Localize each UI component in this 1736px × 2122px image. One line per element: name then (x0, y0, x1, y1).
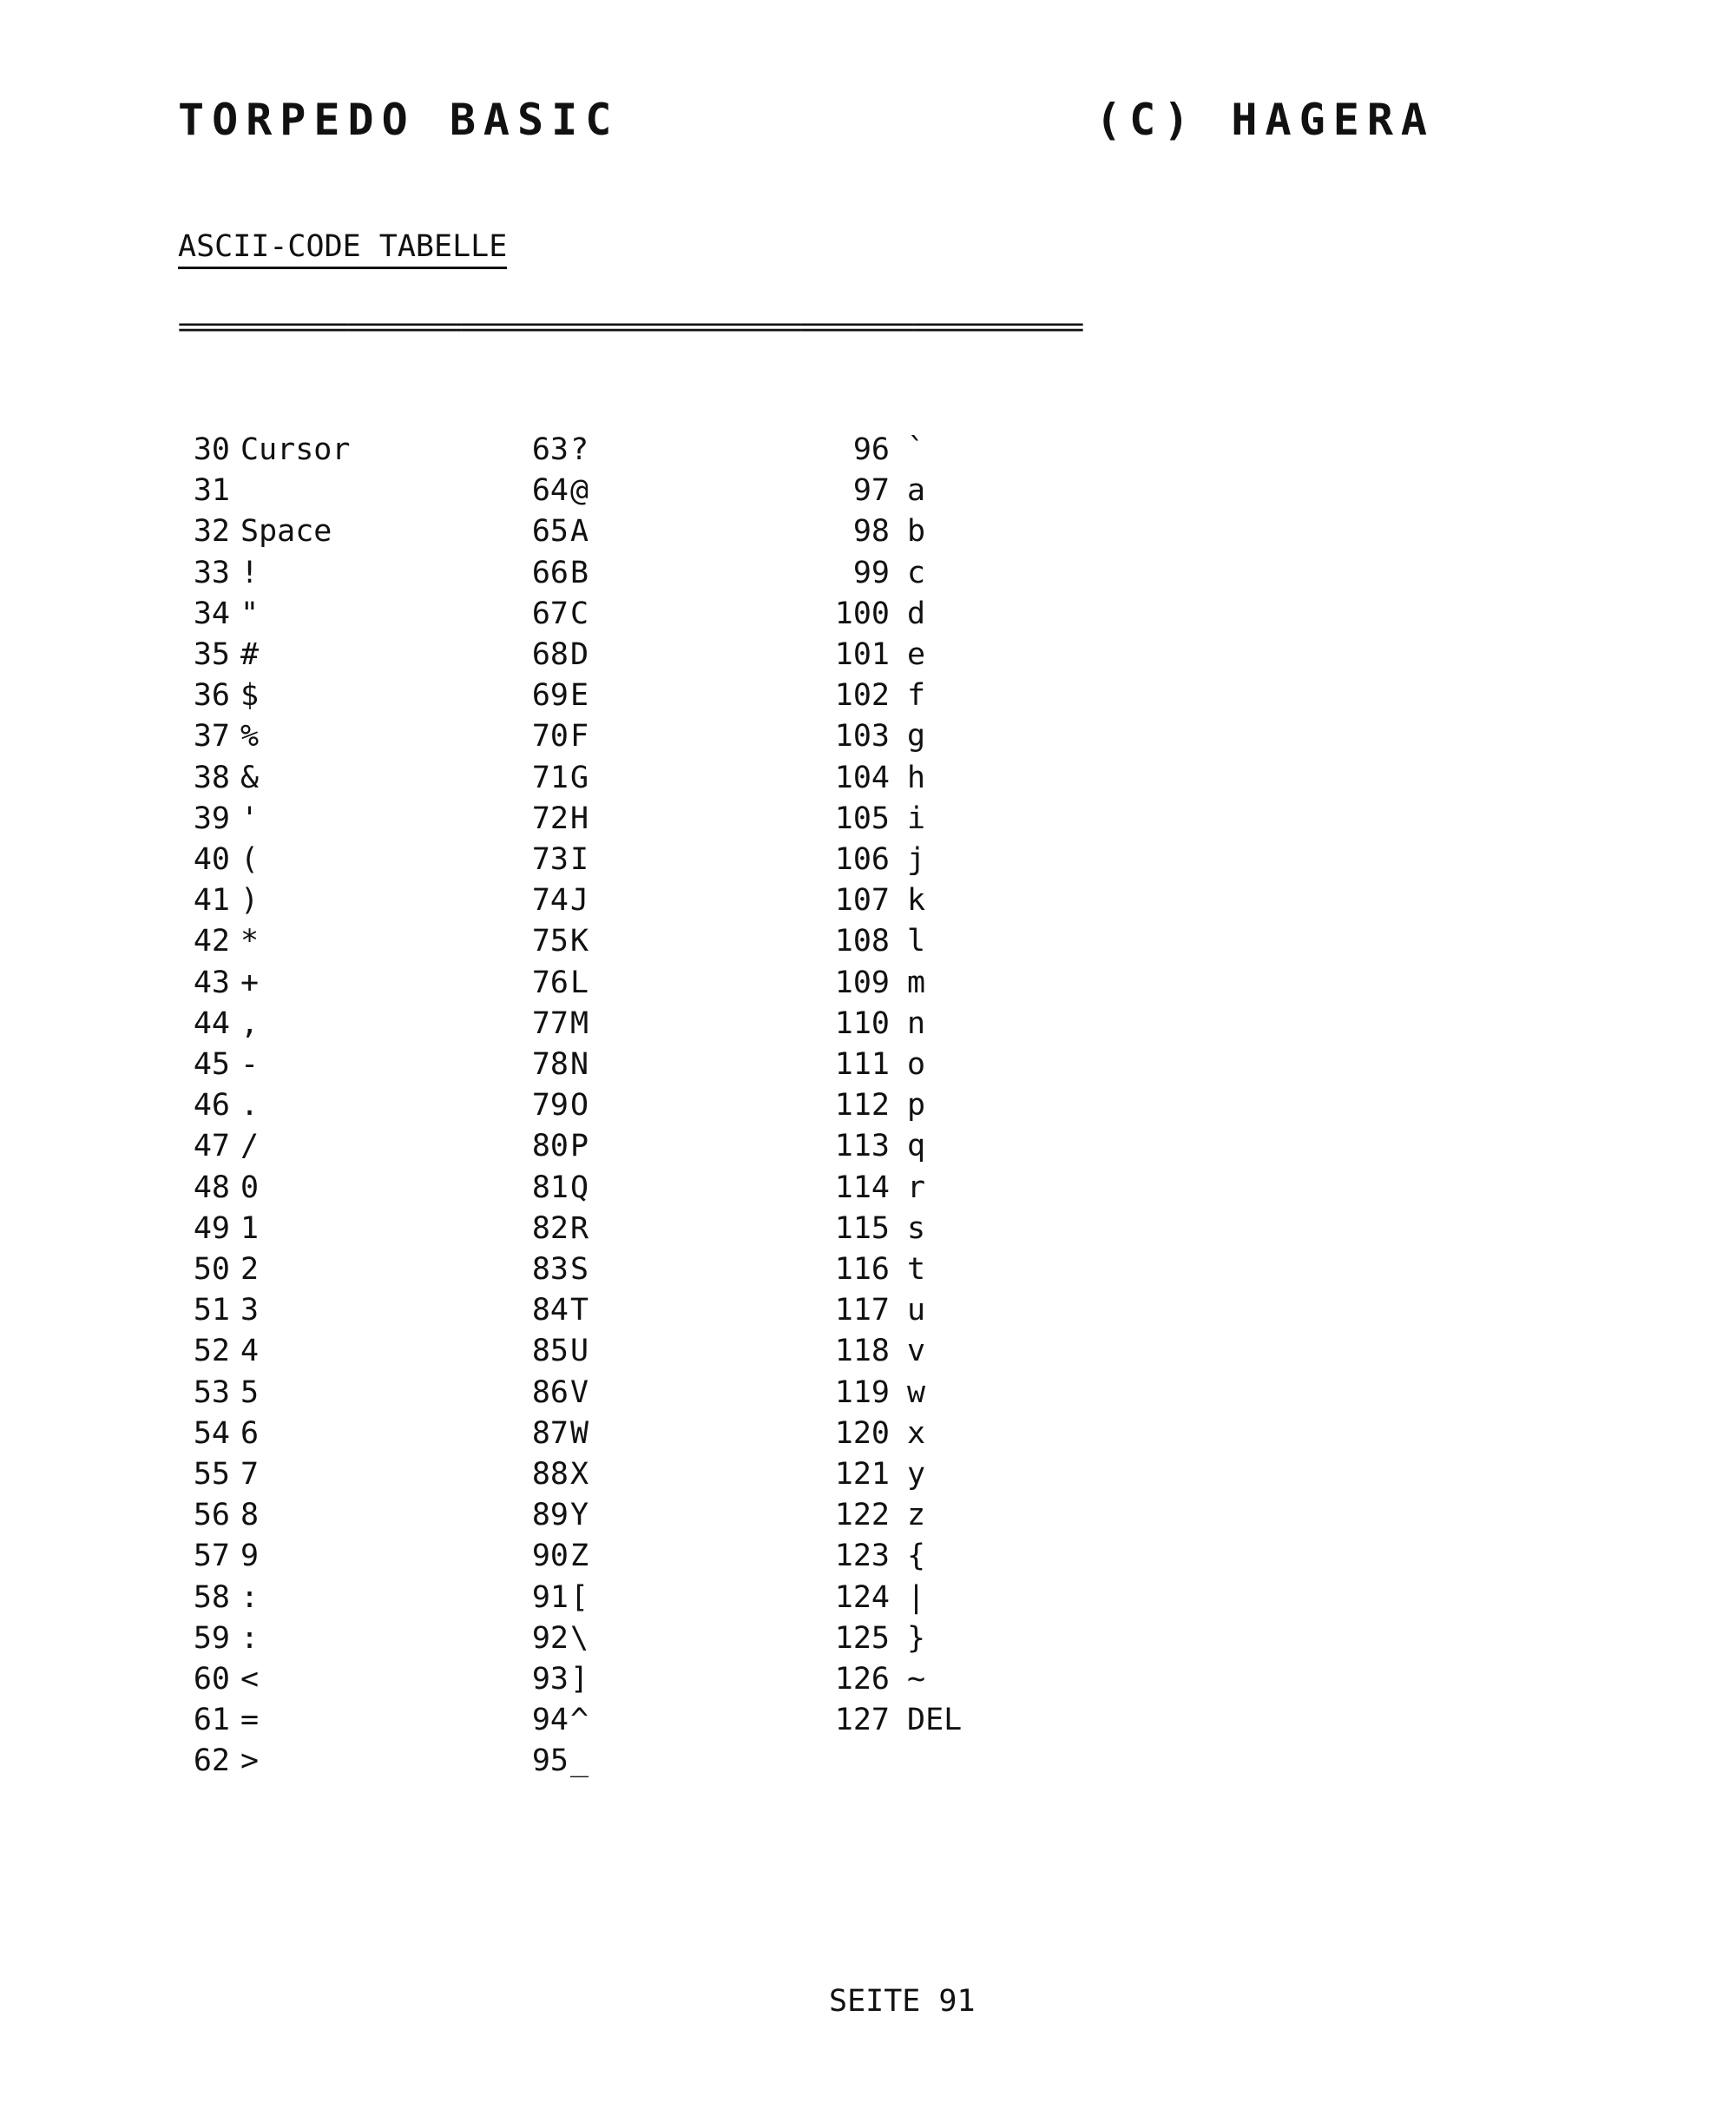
table-row (482, 1373, 744, 1414)
table-row (482, 921, 744, 962)
ascii-code: 122 (834, 1498, 890, 1532)
table-row (482, 1659, 744, 1700)
ascii-code: 53 (193, 1375, 230, 1410)
table-row (482, 471, 744, 511)
ascii-code: 30 (193, 432, 230, 467)
ascii-char: = (240, 1703, 260, 1737)
ascii-code: 77 (531, 1006, 569, 1041)
ascii-char: L (570, 965, 589, 1000)
ascii-char: v (907, 1334, 926, 1368)
ascii-char: : (240, 1621, 260, 1656)
ascii-char: + (240, 965, 260, 1000)
ascii-char: $ (240, 678, 260, 713)
ascii-char: P (570, 1129, 589, 1163)
table-row (781, 594, 1081, 635)
ascii-char: [ (570, 1580, 589, 1615)
table-row (178, 594, 414, 635)
table-row (781, 963, 1081, 1004)
table-row (781, 1618, 1081, 1659)
ascii-char: @ (570, 473, 589, 508)
ascii-char: 9 (240, 1539, 260, 1573)
ascii-code: 46 (193, 1088, 230, 1123)
ascii-char: ^ (570, 1703, 589, 1737)
separator-rule: ================================================================ (178, 314, 1082, 339)
ascii-char: , (240, 1006, 260, 1041)
header-copyright: (C) HAGERA (1095, 95, 1436, 145)
ascii-char: M (570, 1006, 589, 1041)
ascii-char: i (907, 801, 926, 836)
ascii-char: S (570, 1252, 589, 1287)
table-row (482, 1045, 744, 1085)
ascii-code: 114 (834, 1170, 890, 1205)
ascii-code: 76 (531, 965, 569, 1000)
ascii-char: } (907, 1621, 926, 1656)
table-row (482, 1414, 744, 1454)
ascii-char: V (570, 1375, 589, 1410)
ascii-char: T (570, 1293, 589, 1328)
ascii-code: 41 (193, 883, 230, 918)
table-row (482, 1126, 744, 1167)
ascii-code: 82 (531, 1211, 569, 1246)
table-row (178, 1290, 414, 1331)
table-row (781, 1495, 1081, 1536)
ascii-code: 49 (193, 1211, 230, 1246)
table-row (178, 1004, 414, 1045)
table-row (781, 511, 1081, 552)
table-row (781, 716, 1081, 757)
ascii-code: 126 (834, 1662, 890, 1697)
table-row (781, 758, 1081, 799)
ascii-char: ~ (907, 1662, 926, 1697)
ascii-char: . (240, 1088, 260, 1123)
table-row (482, 1618, 744, 1659)
table-row (781, 840, 1081, 880)
table-row (178, 716, 414, 757)
ascii-char: | (907, 1580, 926, 1615)
ascii-code: 80 (531, 1129, 569, 1163)
table-row (482, 963, 744, 1004)
table-row (781, 1004, 1081, 1045)
table-row (482, 511, 744, 552)
ascii-char: Z (570, 1539, 589, 1573)
ascii-code: 100 (834, 596, 890, 631)
ascii-code: 78 (531, 1047, 569, 1082)
ascii-code: 116 (834, 1252, 890, 1287)
page-number: SEITE 91 (829, 1984, 976, 2019)
ascii-code: 110 (834, 1006, 890, 1041)
table-row (781, 1168, 1081, 1209)
ascii-code: 107 (834, 883, 890, 918)
ascii-code: 42 (193, 924, 230, 959)
table-row (482, 1454, 744, 1495)
ascii-code: 94 (531, 1703, 569, 1737)
ascii-char: Cursor (240, 432, 351, 467)
ascii-char: G (570, 761, 589, 795)
ascii-code: 124 (834, 1580, 890, 1615)
ascii-code: 121 (834, 1457, 890, 1492)
ascii-code: 123 (834, 1539, 890, 1573)
ascii-code: 33 (193, 556, 230, 590)
ascii-code: 86 (531, 1375, 569, 1410)
table-row (781, 471, 1081, 511)
table-row (178, 1168, 414, 1209)
ascii-code: 52 (193, 1334, 230, 1368)
ascii-code: 102 (834, 678, 890, 713)
ascii-code: 83 (531, 1252, 569, 1287)
ascii-char: I (570, 842, 589, 877)
ascii-code: 125 (834, 1621, 890, 1656)
ascii-char: R (570, 1211, 589, 1246)
ascii-char: U (570, 1334, 589, 1368)
ascii-char: y (907, 1457, 926, 1492)
table-row (178, 1414, 414, 1454)
table-row (178, 430, 414, 471)
ascii-char: _ (570, 1743, 589, 1778)
table-row (178, 1618, 414, 1659)
table-row (482, 1290, 744, 1331)
ascii-char: c (907, 556, 926, 590)
ascii-char: j (907, 842, 926, 877)
ascii-char: g (907, 719, 926, 754)
ascii-code: 120 (834, 1416, 890, 1451)
ascii-char: N (570, 1047, 589, 1082)
table-row (178, 799, 414, 840)
table-row (781, 1373, 1081, 1414)
ascii-code: 36 (193, 678, 230, 713)
ascii-char: f (907, 678, 926, 713)
ascii-code: 44 (193, 1006, 230, 1041)
ascii-code: 48 (193, 1170, 230, 1205)
ascii-code: 58 (193, 1580, 230, 1615)
table-row (178, 1085, 414, 1126)
ascii-char: k (907, 883, 926, 918)
ascii-code: 127 (834, 1703, 890, 1737)
ascii-code: 32 (193, 514, 230, 549)
ascii-code: 68 (531, 637, 569, 672)
ascii-char: x (907, 1416, 926, 1451)
ascii-code: 74 (531, 883, 569, 918)
ascii-code: 45 (193, 1047, 230, 1082)
ascii-char: m (907, 965, 926, 1000)
ascii-char: X (570, 1457, 589, 1492)
table-row (482, 1331, 744, 1372)
ascii-char: & (240, 761, 260, 795)
ascii-char: A (570, 514, 589, 549)
ascii-char: u (907, 1293, 926, 1328)
ascii-char: ? (570, 432, 589, 467)
ascii-char: E (570, 678, 589, 713)
ascii-code: 34 (193, 596, 230, 631)
ascii-char: t (907, 1252, 926, 1287)
ascii-code: 113 (834, 1129, 890, 1163)
ascii-char: < (240, 1662, 260, 1697)
ascii-char: 1 (240, 1211, 260, 1246)
table-row (482, 594, 744, 635)
table-row (781, 1209, 1081, 1249)
ascii-code: 95 (531, 1743, 569, 1778)
table-row (781, 675, 1081, 716)
ascii-code: 93 (531, 1662, 569, 1697)
ascii-char: J (570, 883, 589, 918)
ascii-char: B (570, 556, 589, 590)
ascii-code: 61 (193, 1703, 230, 1737)
ascii-code: 43 (193, 965, 230, 1000)
table-row (781, 1085, 1081, 1126)
ascii-code: 64 (531, 473, 569, 508)
ascii-code: 40 (193, 842, 230, 877)
ascii-code: 84 (531, 1293, 569, 1328)
ascii-char: h (907, 761, 926, 795)
table-row (178, 1045, 414, 1085)
table-row (482, 1249, 744, 1290)
ascii-code: 51 (193, 1293, 230, 1328)
table-row (781, 1290, 1081, 1331)
table-row (178, 553, 414, 594)
ascii-char: " (240, 596, 260, 631)
table-row (178, 1495, 414, 1536)
table-row (178, 471, 414, 511)
ascii-code: 108 (834, 924, 890, 959)
ascii-char: s (907, 1211, 926, 1246)
ascii-code: 37 (193, 719, 230, 754)
ascii-char: Space (240, 514, 332, 549)
table-row (482, 840, 744, 880)
header-title: TORPEDO BASIC (178, 95, 620, 145)
table-row (482, 880, 744, 921)
ascii-char: K (570, 924, 589, 959)
ascii-code: 105 (834, 801, 890, 836)
ascii-char: { (907, 1539, 926, 1573)
ascii-code: 54 (193, 1416, 230, 1451)
table-row (178, 1126, 414, 1167)
table-row (781, 1414, 1081, 1454)
ascii-char: # (240, 637, 260, 672)
ascii-code: 57 (193, 1539, 230, 1573)
ascii-code: 66 (531, 556, 569, 590)
ascii-char: 7 (240, 1457, 260, 1492)
ascii-char: d (907, 596, 926, 631)
ascii-char: 8 (240, 1498, 260, 1532)
table-row (178, 840, 414, 880)
ascii-char: 6 (240, 1416, 260, 1451)
ascii-code: 50 (193, 1252, 230, 1287)
ascii-code: 101 (834, 637, 890, 672)
ascii-char: H (570, 801, 589, 836)
ascii-char: q (907, 1129, 926, 1163)
ascii-code: 56 (193, 1498, 230, 1532)
ascii-code: 104 (834, 761, 890, 795)
table-row (781, 1126, 1081, 1167)
ascii-code: 106 (834, 842, 890, 877)
table-row (482, 1004, 744, 1045)
ascii-char: F (570, 719, 589, 754)
section-title: ASCII-CODE TABELLE (178, 227, 507, 269)
ascii-code: 71 (531, 761, 569, 795)
table-row (781, 799, 1081, 840)
ascii-char: Q (570, 1170, 589, 1205)
ascii-char: DEL (907, 1703, 963, 1737)
ascii-code: 90 (531, 1539, 569, 1573)
table-row (781, 921, 1081, 962)
ascii-code: 63 (531, 432, 569, 467)
ascii-char: ! (240, 556, 260, 590)
table-row (178, 1209, 414, 1249)
ascii-code: 111 (834, 1047, 890, 1082)
ascii-code: 96 (852, 432, 890, 467)
table-row (781, 553, 1081, 594)
ascii-code: 69 (531, 678, 569, 713)
ascii-char: % (240, 719, 260, 754)
ascii-char: l (907, 924, 926, 959)
table-row (178, 1659, 414, 1700)
ascii-char: 3 (240, 1293, 260, 1328)
ascii-code: 55 (193, 1457, 230, 1492)
ascii-char: * (240, 924, 260, 959)
ascii-char: \ (570, 1621, 589, 1656)
ascii-code: 119 (834, 1375, 890, 1410)
ascii-code: 79 (531, 1088, 569, 1123)
table-row (178, 675, 414, 716)
table-row (482, 1741, 744, 1782)
table-row (482, 1495, 744, 1536)
table-row (178, 1331, 414, 1372)
ascii-code: 89 (531, 1498, 569, 1532)
table-row (482, 675, 744, 716)
ascii-code: 47 (193, 1129, 230, 1163)
ascii-char: ` (907, 432, 926, 467)
ascii-code: 35 (193, 637, 230, 672)
ascii-code: 91 (531, 1580, 569, 1615)
ascii-char: 2 (240, 1252, 260, 1287)
table-row (482, 1168, 744, 1209)
table-row (482, 430, 744, 471)
table-row (482, 1536, 744, 1577)
table-row (178, 1536, 414, 1577)
table-row (178, 1373, 414, 1414)
table-row (781, 1700, 1081, 1741)
ascii-code: 60 (193, 1662, 230, 1697)
ascii-char: ) (240, 883, 260, 918)
ascii-char: o (907, 1047, 926, 1082)
ascii-char: n (907, 1006, 926, 1041)
ascii-char: b (907, 514, 926, 549)
ascii-char: z (907, 1498, 926, 1532)
ascii-char: > (240, 1743, 260, 1778)
table-row (482, 799, 744, 840)
table-row (482, 1578, 744, 1618)
ascii-char: r (907, 1170, 926, 1205)
ascii-code: 70 (531, 719, 569, 754)
ascii-char: w (907, 1375, 926, 1410)
table-row (178, 1700, 414, 1741)
ascii-code: 67 (531, 596, 569, 631)
ascii-code: 118 (834, 1334, 890, 1368)
table-row (178, 511, 414, 552)
ascii-code: 92 (531, 1621, 569, 1656)
ascii-code: 109 (834, 965, 890, 1000)
table-row (482, 553, 744, 594)
ascii-char: / (240, 1129, 260, 1163)
ascii-char: O (570, 1088, 589, 1123)
ascii-code: 65 (531, 514, 569, 549)
ascii-code: 117 (834, 1293, 890, 1328)
table-row (178, 880, 414, 921)
table-row (781, 1045, 1081, 1085)
ascii-char: a (907, 473, 926, 508)
table-row (781, 1331, 1081, 1372)
ascii-code: 81 (531, 1170, 569, 1205)
ascii-code: 38 (193, 761, 230, 795)
ascii-char: C (570, 596, 589, 631)
table-row (781, 1454, 1081, 1495)
ascii-code: 87 (531, 1416, 569, 1451)
table-row (178, 1249, 414, 1290)
ascii-char: 5 (240, 1375, 260, 1410)
table-row (781, 1536, 1081, 1577)
ascii-code: 112 (834, 1088, 890, 1123)
table-row (781, 880, 1081, 921)
ascii-char: W (570, 1416, 589, 1451)
table-row (178, 921, 414, 962)
ascii-code: 85 (531, 1334, 569, 1368)
ascii-code: 59 (193, 1621, 230, 1656)
ascii-code: 115 (834, 1211, 890, 1246)
table-row (781, 1578, 1081, 1618)
table-row (781, 1659, 1081, 1700)
ascii-char: ] (570, 1662, 589, 1697)
table-row (482, 716, 744, 757)
ascii-code: 72 (531, 801, 569, 836)
table-row (178, 635, 414, 675)
ascii-char: Y (570, 1498, 589, 1532)
ascii-char: e (907, 637, 926, 672)
ascii-char: 0 (240, 1170, 260, 1205)
ascii-code: 31 (193, 473, 230, 508)
ascii-char: : (240, 1580, 260, 1615)
table-row (482, 758, 744, 799)
table-row (781, 635, 1081, 675)
ascii-code: 88 (531, 1457, 569, 1492)
ascii-code: 73 (531, 842, 569, 877)
ascii-code: 103 (834, 719, 890, 754)
table-row (482, 1209, 744, 1249)
ascii-code: 97 (852, 473, 890, 508)
table-row (178, 758, 414, 799)
table-row (781, 430, 1081, 471)
table-row (178, 963, 414, 1004)
ascii-code: 98 (852, 514, 890, 549)
ascii-code: 62 (193, 1743, 230, 1778)
table-row (482, 1085, 744, 1126)
ascii-code: 39 (193, 801, 230, 836)
table-row (482, 1700, 744, 1741)
table-row (482, 635, 744, 675)
table-row (178, 1741, 414, 1782)
table-row (178, 1578, 414, 1618)
ascii-code: 99 (852, 556, 890, 590)
ascii-char: ' (240, 801, 260, 836)
ascii-char: - (240, 1047, 260, 1082)
ascii-char: ( (240, 842, 260, 877)
ascii-char: D (570, 637, 589, 672)
ascii-char: p (907, 1088, 926, 1123)
table-row (178, 1454, 414, 1495)
ascii-code: 75 (531, 924, 569, 959)
ascii-char: 4 (240, 1334, 260, 1368)
table-row (781, 1249, 1081, 1290)
